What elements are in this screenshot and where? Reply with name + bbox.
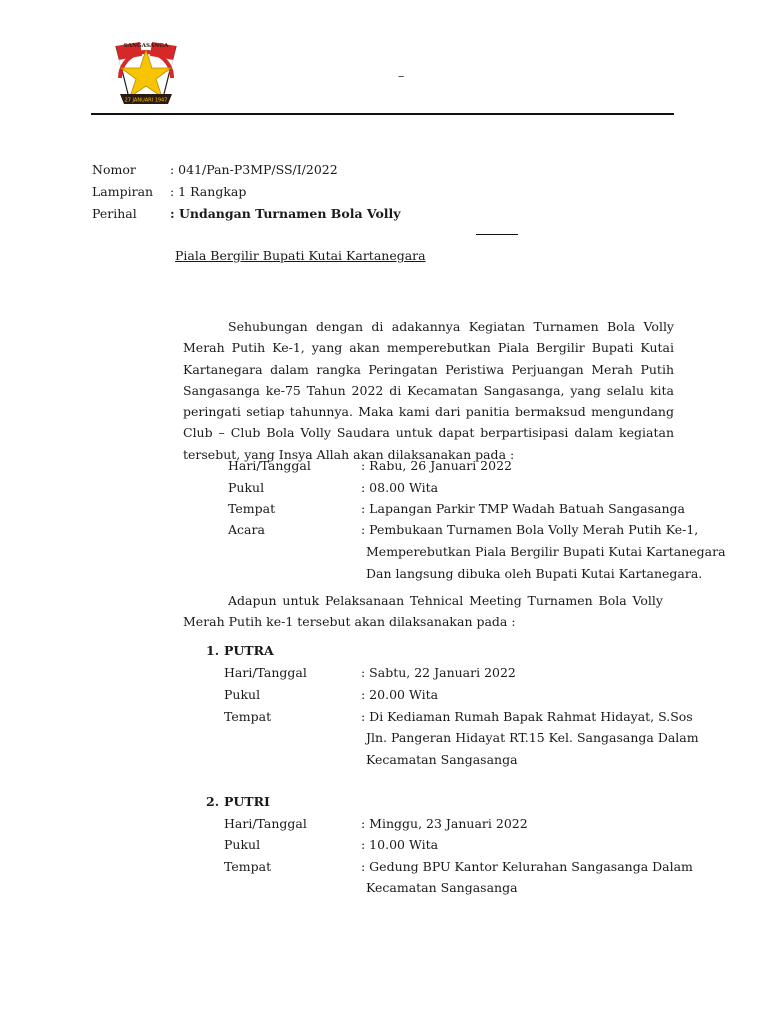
lampiran-label: Lampiran bbox=[92, 184, 154, 199]
header-dash: – bbox=[398, 68, 405, 83]
putri-tempat-line-2: Kecamatan Sangasanga bbox=[366, 880, 518, 895]
putri-tempat-value: : Gedung BPU Kantor Kelurahan Sangasanga Dalam bbox=[361, 859, 693, 874]
putra-tempat-line-3: Kecamatan Sangasanga bbox=[366, 752, 518, 767]
letter-subtitle: Piala Bergilir Bupati Kutai Kartanegara bbox=[175, 248, 426, 263]
event-acara-label: Acara bbox=[228, 522, 265, 537]
event-tempat-label: Tempat bbox=[228, 501, 276, 516]
putri-tempat-label: Tempat bbox=[224, 859, 272, 874]
perihal-label: Perihal bbox=[92, 206, 137, 221]
event-acara-line-3: Dan langsung dibuka oleh Bupati Kutai Kartanegara. bbox=[366, 566, 703, 581]
section-putri-number: 2. bbox=[206, 794, 220, 809]
event-acara-line-2: Memperebutkan Piala Bergilir Bupati Kutai Kartanegara bbox=[366, 544, 726, 559]
sangasanga-logo bbox=[106, 38, 186, 108]
putra-pukul-label: Pukul bbox=[224, 687, 261, 702]
event-pukul-value: : 08.00 Wita bbox=[361, 480, 439, 495]
putri-hari-label: Hari/Tanggal bbox=[224, 816, 307, 831]
section-putra-number: 1. bbox=[206, 643, 220, 658]
logo-ribbon-text: 27 JANUARI 1947 bbox=[124, 97, 168, 104]
putra-tempat-line-2: Jln. Pangeran Hidayat RT.15 Kel. Sangasanga Dalam bbox=[366, 730, 699, 745]
section-putra-title: PUTRA bbox=[224, 643, 274, 658]
putra-hari-value: : Sabtu, 22 Januari 2022 bbox=[361, 665, 516, 680]
putra-hari-label: Hari/Tanggal bbox=[224, 665, 307, 680]
putri-hari-value: : Minggu, 23 Januari 2022 bbox=[361, 816, 528, 831]
nomor-value: : 041/Pan-P3MP/SS/I/2022 bbox=[170, 162, 338, 177]
putri-pukul-label: Pukul bbox=[224, 837, 261, 852]
event-hari-label: Hari/Tanggal bbox=[228, 458, 311, 473]
putra-tempat-label: Tempat bbox=[224, 709, 272, 724]
putra-tempat-value: : Di Kediaman Rumah Bapak Rahmat Hidayat, S.Sos bbox=[361, 709, 693, 724]
nomor-label: Nomor bbox=[92, 162, 136, 177]
intro-paragraph: Sehubungan dengan di adakannya Kegiatan Turnamen Bola Volly Merah Putih Ke-1, yang akan memperebutkan Piala Bergilir Bupati Kutai Kartanegara dalam rangka Peringatan Peristiwa Perjuangan Merah Putih Sangasanga ke-75 Tahun 2022 di Kecamatan Sangasanga, yang selalu kita peringati setiap tahunnya. Maka kami dari panitia bermaksud mengundang Club – Club Bola Volly Saudara untuk dapat berpartisipasi dalam kegiatan tersebut, yang Insya Allah akan dilaksanakan pada : bbox=[183, 319, 674, 462]
event-hari-value: : Rabu, 26 Januari 2022 bbox=[361, 458, 512, 473]
putra-pukul-value: : 20.00 Wita bbox=[361, 687, 439, 702]
lampiran-value: : 1 Rangkap bbox=[170, 184, 247, 199]
short-divider bbox=[476, 234, 518, 235]
logo-top-text: SANGASANGA bbox=[123, 43, 169, 49]
section-putri-title: PUTRI bbox=[224, 794, 270, 809]
event-pukul-label: Pukul bbox=[228, 480, 265, 495]
technical-meeting-paragraph: Adapun untuk Pelaksanaan Tehnical Meeting Turnamen Bola Volly Merah Putih ke-1 tersebut akan dilaksanakan pada : bbox=[183, 593, 663, 630]
header-divider bbox=[91, 113, 674, 115]
event-tempat-value: : Lapangan Parkir TMP Wadah Batuah Sangasanga bbox=[361, 501, 686, 516]
putri-pukul-value: : 10.00 Wita bbox=[361, 837, 439, 852]
event-acara-value: : Pembukaan Turnamen Bola Volly Merah Putih Ke-1, bbox=[361, 522, 699, 537]
perihal-value: : Undangan Turnamen Bola Volly bbox=[170, 206, 401, 221]
